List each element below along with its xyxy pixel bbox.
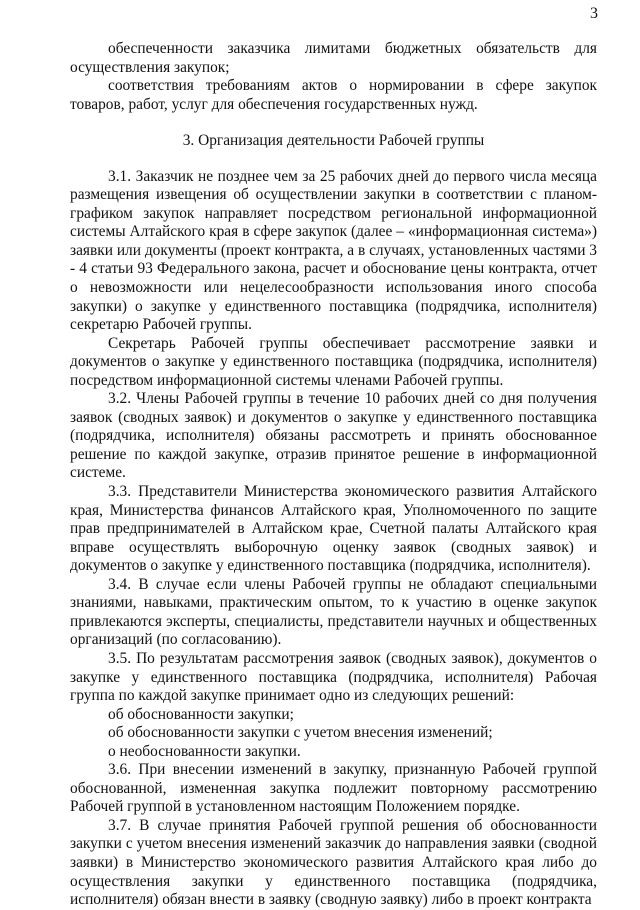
document-body bbox=[70, 40, 597, 910]
page-number: 3 bbox=[590, 5, 598, 22]
paragraph-secretary: Секретарь Рабочей группы обеспечивает рассмотрение заявки и документов о закупке у единственного поставщика (подрядчика, исполнителя) посредством информационной системы членами Рабочей группы. bbox=[70, 334, 597, 389]
section-heading: 3. Организация деятельности Рабочей группы bbox=[182, 132, 485, 150]
decision-option-2: об обоснованности закупки с учетом внесения изменений; bbox=[108, 724, 493, 742]
paragraph-top-2: соответствия требованиям актов о нормировании в сфере закупок товаров, работ, услуг для обеспечения государственных нужд. bbox=[70, 77, 597, 113]
paragraph-top-1: обеспеченности заказчика лимитами бюджетных обязательств для осуществления закупок; bbox=[70, 40, 597, 76]
paragraph-3-3: 3.3. Представители Министерства экономического развития Алтайского края, Министерства финансов Алтайского края, Уполномоченного по защите прав предпринимателей в Алтайском крае, Счетной палаты Алтайского края вправе осуществлять выборочную оценку заявок (сводных заявок) и документов о закупке у единственного поставщика (подрядчика, исполнителя). bbox=[70, 483, 597, 575]
paragraph-3-2: 3.2. Члены Рабочей группы в течение 10 рабочих дней со дня получения заявок (сводных заявок) и документов о закупке у единственного поставщика (подрядчика, исполнителя) обязаны рассмотреть и принять обоснованное решение по каждой закупке, отразив принятое решение в информационной системе. bbox=[70, 390, 597, 482]
decision-option-3: о необоснованности закупки. bbox=[108, 742, 301, 760]
paragraph-3-7: 3.7. В случае принятия Рабочей группой решения об обоснованности закупки с учетом внесения изменений заказчик до направления заявки (сводной заявки) в Министерство экономического развития Алтайского края либо до осуществления закупки у единственного поставщика (подрядчика, исполнителя) обязан внести в заявку (сводную заявку) либо в проект контракта bbox=[70, 816, 597, 909]
decision-option-1: об обоснованности закупки; bbox=[108, 705, 294, 723]
paragraph-3-6: 3.6. При внесении изменений в закупку, признанную Рабочей группой обоснованной, измененная закупка подлежит повторному рассмотрению Рабочей группой в установленном настоящим Положением порядке. bbox=[70, 761, 597, 816]
paragraph-3-4: 3.4. В случае если члены Рабочей группы не обладают специальными знаниями, навыками, практическим опытом, то к участию в оценке закупок привлекаются эксперты, специалисты, представители научных и общественных организаций (по согласованию). bbox=[70, 575, 597, 649]
paragraph-3-1: 3.1. Заказчик не позднее чем за 25 рабочих дней до первого числа месяца размещения извещения об осуществлении закупки в соответствии с планом-графиком закупок направляет посредством региональной информационной системы Алтайского края в сфере закупок (далее – «информационная система») заявки или документы (проект контракта, а в случаях, установленных частями 3 - 4 статьи 93 Федерального закона, расчет и обоснование цены контракта, отчет о невозможности или нецелесообразности использования иного способа закупки) о закупке у единственного поставщика (подрядчика, исполнителя) секретарю Рабочей группы. bbox=[70, 167, 597, 334]
paragraph-3-5: 3.5. По результатам рассмотрения заявок (сводных заявок), документов о закупке у единственного поставщика (подрядчика, исполнителя) Рабочая группа по каждой закупке принимает одно из следующих решений: bbox=[70, 649, 597, 705]
